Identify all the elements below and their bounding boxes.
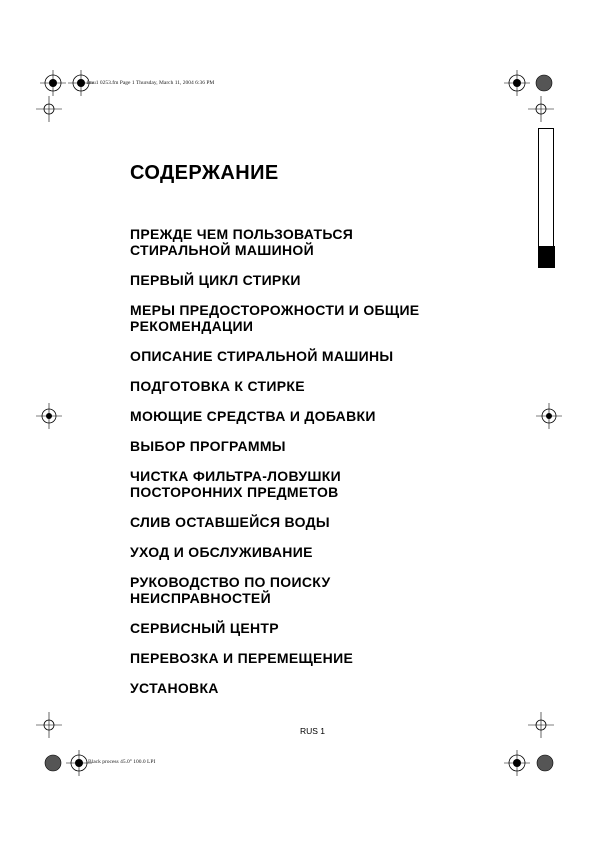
toc-item: УСТАНОВКА	[130, 680, 219, 696]
toc-item: МОЮЩИЕ СРЕДСТВА И ДОБАВКИ	[130, 408, 376, 424]
toc-item: ЧИСТКА ФИЛЬТРА-ЛОВУШКИ ПОСТОРОННИХ ПРЕДМЕТОВ	[130, 468, 341, 500]
registration-mark-icon	[536, 403, 562, 429]
page-title: СОДЕРЖАНИЕ	[130, 162, 279, 184]
solid-registration-mark-icon	[44, 754, 62, 772]
table-of-contents	[130, 226, 530, 710]
solid-registration-mark-icon	[536, 754, 554, 772]
toc-item: СЛИВ ОСТАВШЕЙСЯ ВОДЫ	[130, 514, 330, 530]
toc-item: УХОД И ОБСЛУЖИВАНИЕ	[130, 544, 313, 560]
registration-mark-icon	[36, 403, 62, 429]
registration-mark-icon	[528, 712, 554, 738]
registration-mark-icon	[504, 750, 530, 776]
registration-mark-icon	[40, 70, 66, 96]
toc-item: СЕРВИСНЫЙ ЦЕНТР	[130, 620, 279, 636]
toc-item: ПЕРВЫЙ ЦИКЛ СТИРКИ	[130, 272, 301, 288]
registration-mark-icon	[36, 712, 62, 738]
toc-item: ВЫБОР ПРОГРАММЫ	[130, 438, 286, 454]
toc-item: ПОДГОТОВКА К СТИРКЕ	[130, 378, 305, 394]
toc-item: ПЕРЕВОЗКА И ПЕРЕМЕЩЕНИЕ	[130, 650, 354, 666]
registration-mark-icon	[504, 70, 530, 96]
side-tab-marker	[538, 246, 555, 268]
page-number: RUS 1	[300, 726, 326, 736]
registration-mark-icon	[36, 96, 62, 122]
print-slug-header: 1mu1 0253.fm Page 1 Thursday, March 11, 2004 6:36 PM	[86, 80, 215, 86]
toc-item: РУКОВОДСТВО ПО ПОИСКУ НЕИСПРАВНОСТЕЙ	[130, 574, 331, 606]
registration-mark-icon	[528, 96, 554, 122]
print-slug-footer: Black process 45.0° 100.0 LPI	[88, 759, 156, 765]
solid-registration-mark-icon	[535, 74, 553, 92]
toc-item: ОПИСАНИЕ СТИРАЛЬНОЙ МАШИНЫ	[130, 348, 394, 364]
toc-item: МЕРЫ ПРЕДОСТОРОЖНОСТИ И ОБЩИЕ РЕКОМЕНДАЦИИ	[130, 302, 420, 334]
toc-item: ПРЕЖДЕ ЧЕМ ПОЛЬЗОВАТЬСЯ СТИРАЛЬНОЙ МАШИНОЙ	[130, 226, 354, 258]
